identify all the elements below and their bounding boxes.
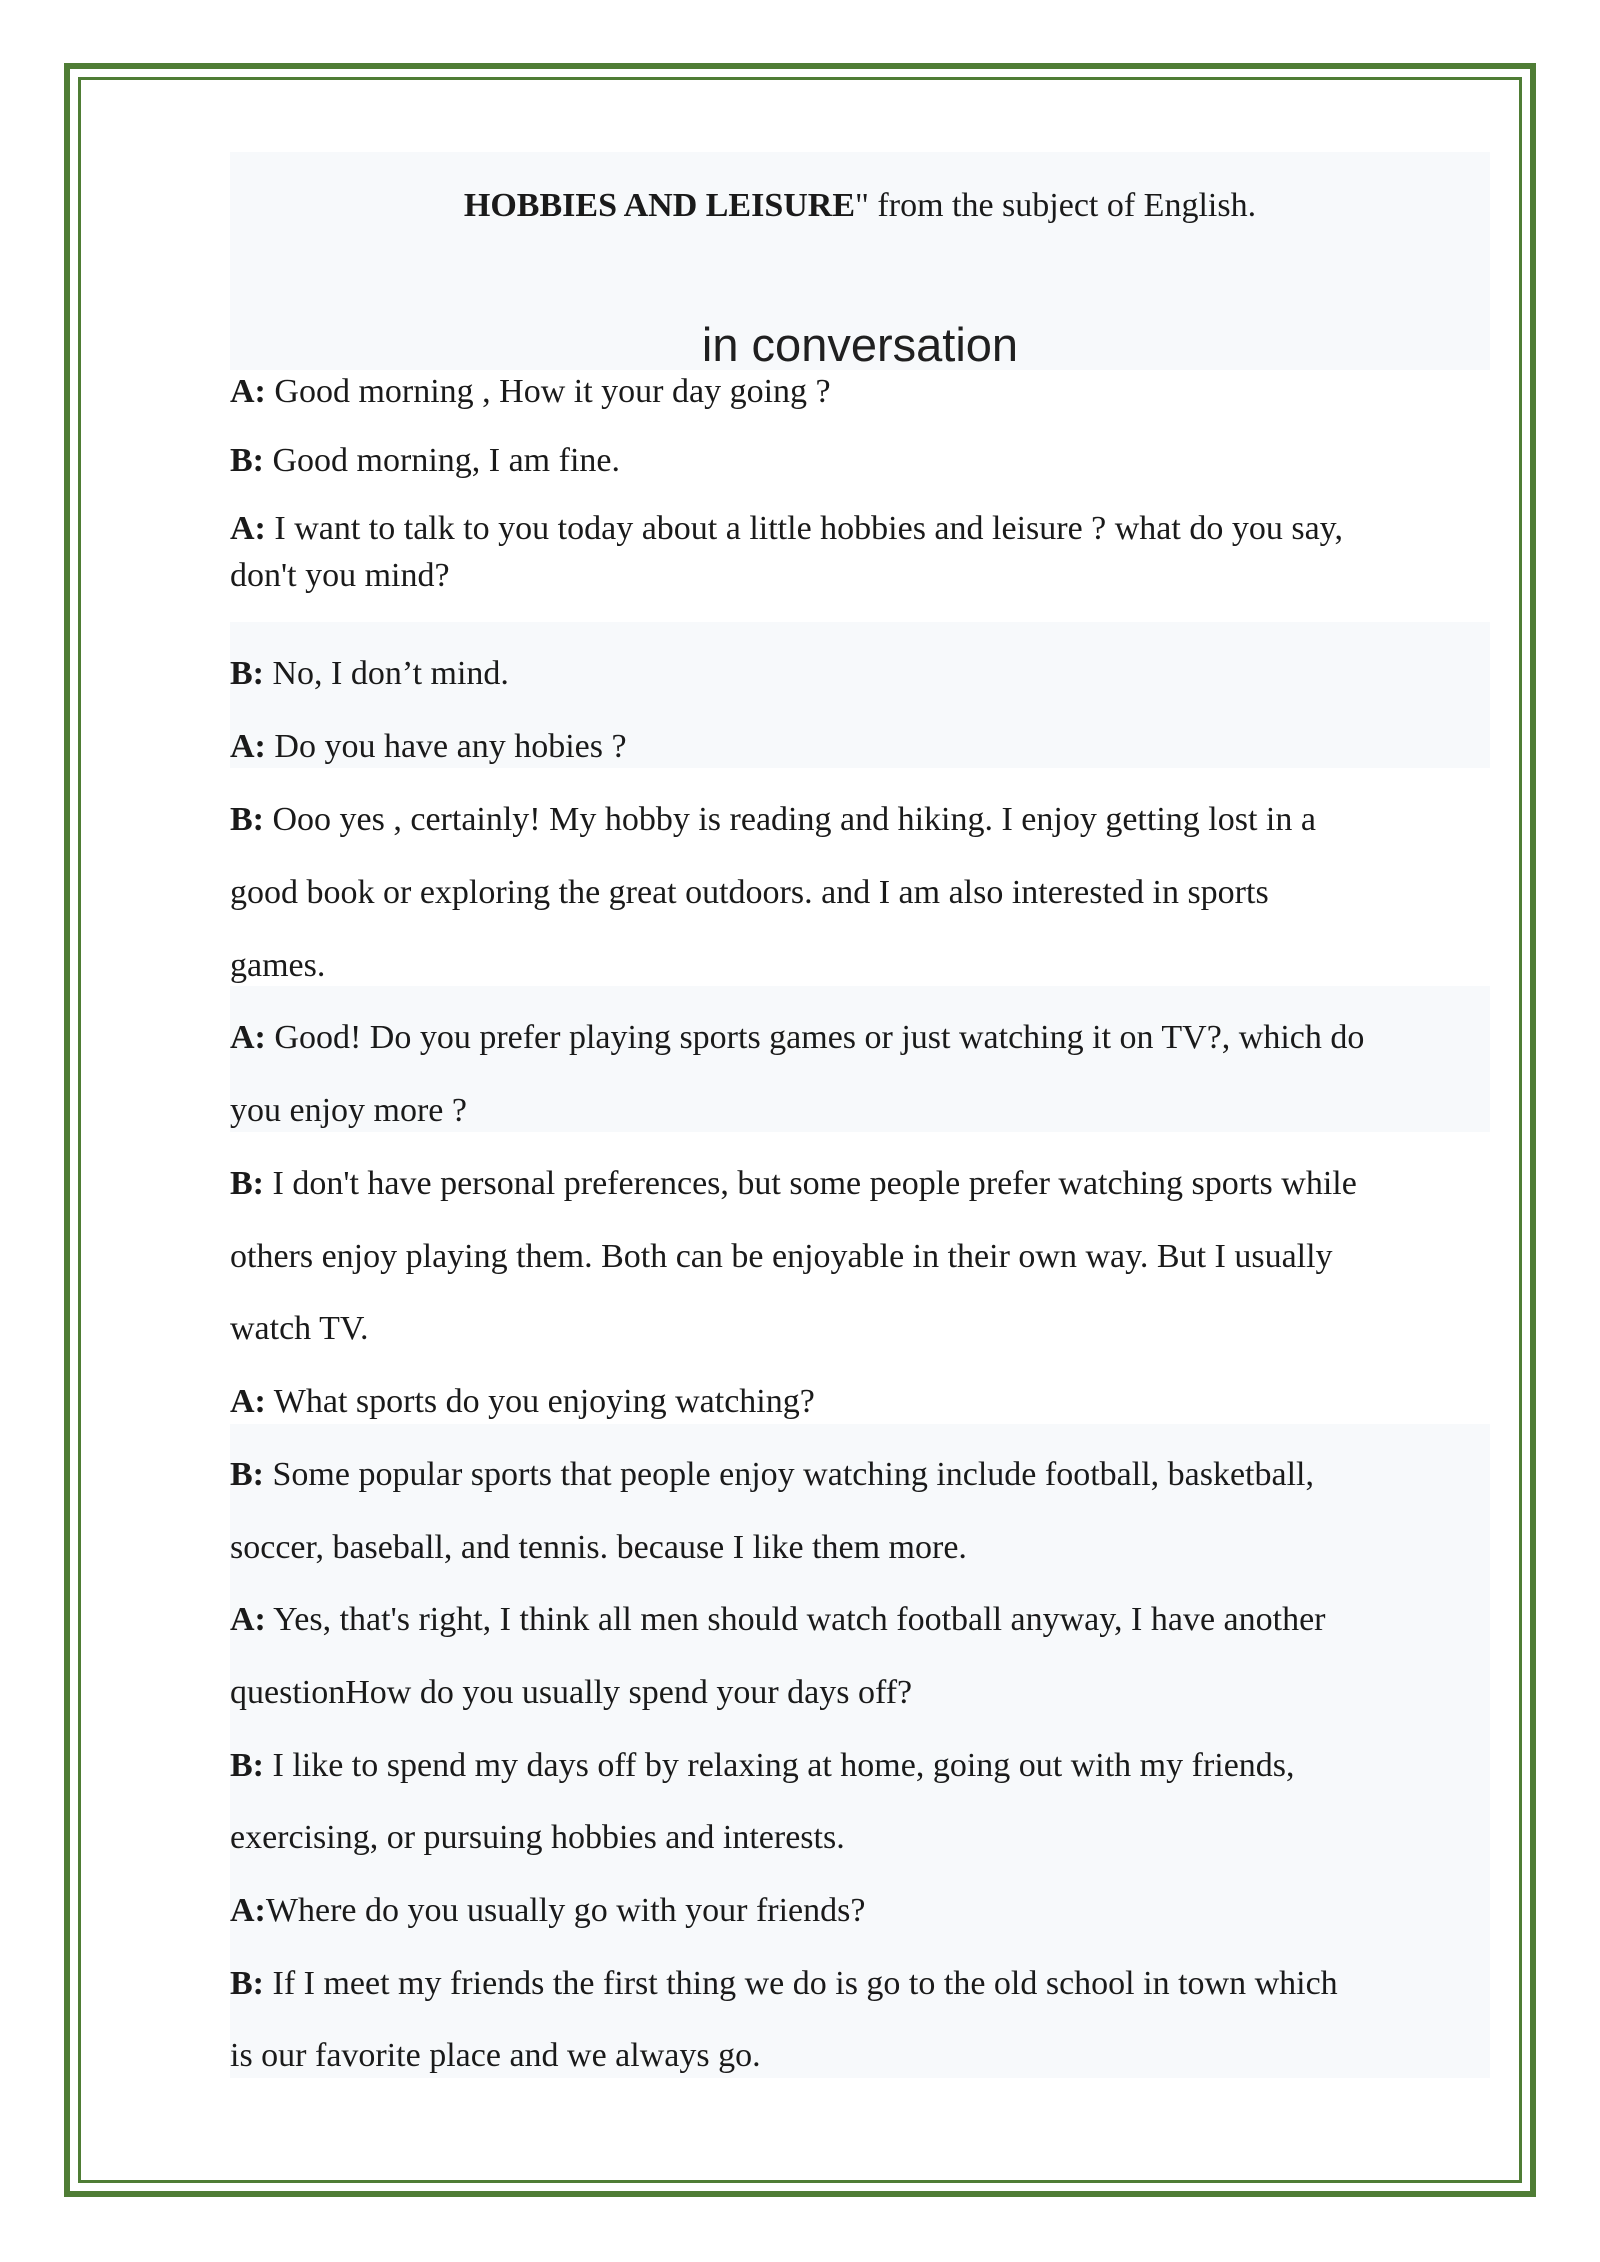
dialogue-text: Good morning , How it your day going ? — [274, 373, 831, 410]
document-title — [230, 178, 1490, 234]
dialogue-line — [230, 651, 1500, 697]
document-subtitle: in conversation — [701, 318, 1019, 371]
speaker-label: A: — [230, 1019, 266, 1056]
dialogue-line-continued: games. — [230, 947, 326, 984]
speaker-label: B: — [230, 1165, 264, 1202]
dialogue-text: I like to spend my days off by relaxing at home, going out with my friends, — [272, 1747, 1295, 1784]
dialogue-line — [230, 1961, 1500, 2007]
dialogue-text: I don't have personal preferences, but some people prefer watching sports while — [272, 1165, 1357, 1202]
speaker-label: B: — [230, 801, 264, 838]
dialogue-line — [230, 724, 1500, 770]
title-bold: HOBBIES AND LEISURE — [463, 187, 856, 224]
speaker-label: A: — [230, 728, 266, 765]
speaker-label: A: — [230, 1383, 266, 1420]
dialogue-line — [230, 369, 1500, 415]
speaker-label: B: — [230, 1747, 264, 1784]
dialogue-text: What sports do you enjoying watching? — [273, 1383, 815, 1420]
dialogue-line-continued: you enjoy more ? — [230, 1092, 467, 1129]
dialogue-line-continued: exercising, or pursuing hobbies and interests. — [230, 1819, 845, 1856]
speaker-label: A: — [230, 1601, 266, 1638]
dialogue-text: If I meet my friends the first thing we do is go to the old school in town which — [272, 1965, 1338, 2002]
speaker-label: A: — [230, 1892, 266, 1929]
title-rest: " from the subject of English. — [855, 187, 1257, 224]
dialogue-line — [230, 506, 1500, 552]
speaker-label: B: — [230, 442, 264, 479]
dialogue-text: Where do you usually go with your friends? — [265, 1892, 866, 1929]
dialogue-text: No, I don’t mind. — [272, 655, 509, 692]
dialogue-line — [230, 1597, 1500, 1643]
dialogue-line — [230, 1888, 1500, 1934]
dialogue-line — [230, 1452, 1500, 1498]
dialogue-text: Ooo yes , certainly! My hobby is reading and hiking. I enjoy getting lost in a — [272, 801, 1316, 838]
dialogue-line-continued: don't you mind? — [230, 557, 450, 594]
dialogue-text: Do you have any hobies ? — [274, 728, 627, 765]
dialogue-line — [230, 438, 1500, 484]
dialogue-line-continued: watch TV. — [230, 1310, 369, 1347]
dialogue-line — [230, 1379, 1500, 1425]
dialogue-text: Good morning, I am fine. — [272, 442, 620, 479]
dialogue-line-continued: soccer, baseball, and tennis. because I like them more. — [230, 1529, 967, 1566]
dialogue-text: Yes, that's right, I think all men should watch football anyway, I have another — [273, 1601, 1326, 1638]
speaker-label: B: — [230, 1965, 264, 2002]
dialogue-text: Good! Do you prefer playing sports games or just watching it on TV?, which do — [274, 1019, 1365, 1056]
dialogue-line — [230, 1015, 1500, 1061]
dialogue-line-continued: questionHow do you usually spend your days off? — [230, 1674, 913, 1711]
dialogue-text: Some popular sports that people enjoy watching include football, basketball, — [272, 1456, 1314, 1493]
speaker-label: A: — [230, 373, 266, 410]
dialogue-text: I want to talk to you today about a little hobbies and leisure ? what do you say, — [274, 510, 1343, 547]
dialogue-line — [230, 1161, 1500, 1207]
dialogue-line-continued: others enjoy playing them. Both can be enjoyable in their own way. But I usually — [230, 1238, 1333, 1275]
speaker-label: B: — [230, 655, 264, 692]
dialogue-line-continued: is our favorite place and we always go. — [230, 2037, 761, 2074]
speaker-label: B: — [230, 1456, 264, 1493]
speaker-label: A: — [230, 510, 266, 547]
dialogue-line — [230, 1743, 1500, 1789]
dialogue-line — [230, 797, 1500, 843]
dialogue-line-continued: good book or exploring the great outdoors. and I am also interested in sports — [230, 874, 1269, 911]
